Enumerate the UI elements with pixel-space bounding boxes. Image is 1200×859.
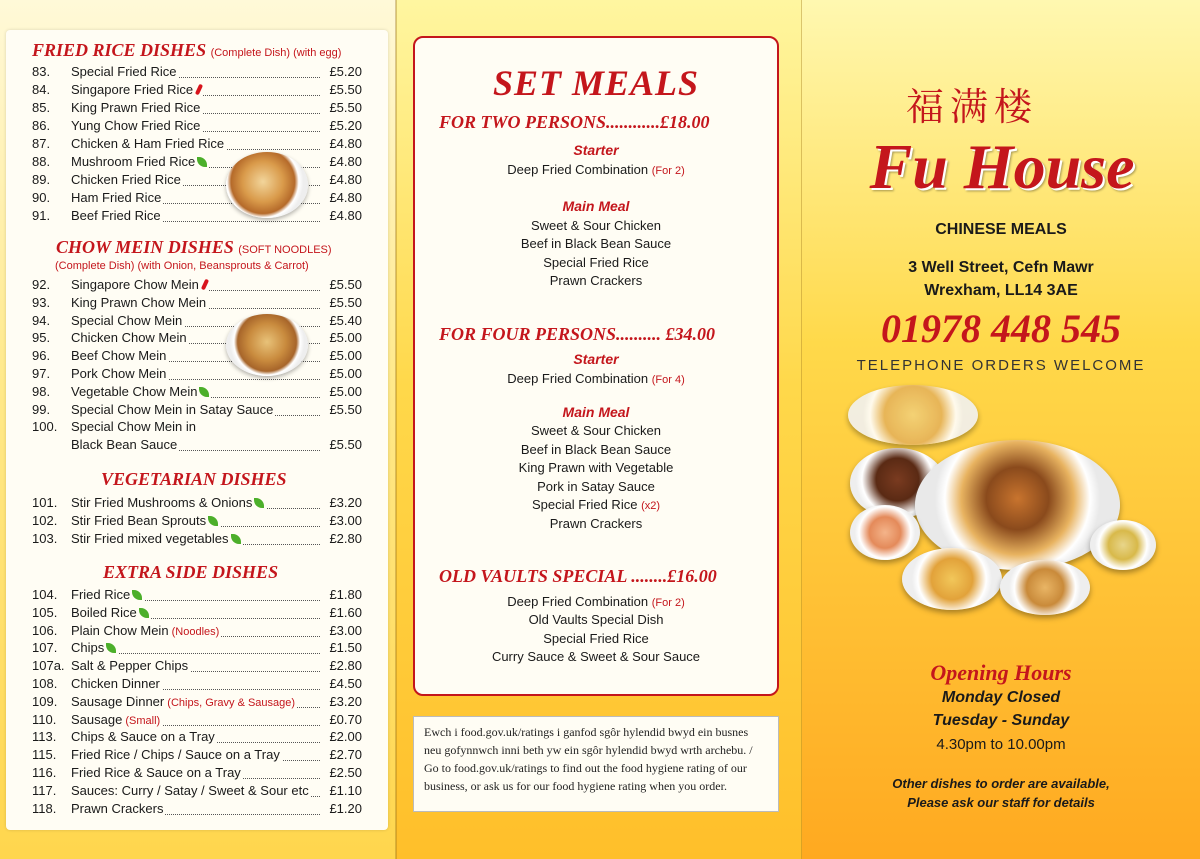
food-plate: [902, 548, 1002, 610]
fried-rice-note: (Complete Dish) (with egg): [210, 47, 342, 59]
menu-item-name: Fried Rice & Sauce on a Tray: [71, 765, 241, 780]
menu-item-price: £5.00: [329, 330, 362, 346]
menu-item-name: Special Fried Rice: [71, 64, 177, 79]
menu-item-price: £4.80: [329, 154, 362, 169]
menu-item-number: 89.: [32, 172, 51, 187]
menu-item: [32, 82, 362, 100]
four-main-item: King Prawn with Vegetable: [518, 460, 674, 475]
menu-item: [32, 801, 362, 819]
chow-mein-photo: [226, 314, 308, 376]
menu-item-price: £1.50: [329, 640, 362, 656]
four-main-item: Pork in Satay Sauce: [537, 479, 655, 494]
menu-item-name: Chicken Dinner: [71, 676, 160, 691]
menu-item-price: £1.80: [329, 587, 362, 602]
vegetarian-leaf-icon: [106, 643, 116, 653]
menu-item-number: 91.: [32, 208, 51, 223]
menu-item-number: 85.: [32, 100, 51, 115]
menu-item-name: Sauces: Curry / Satay / Sweet & Sour etc: [71, 782, 309, 798]
vaults-item: Old Vaults Special Dish: [528, 612, 664, 627]
two-starter-line: Deep Fried Combination (For 2): [507, 162, 685, 177]
menu-item-number: 107a.: [32, 658, 65, 674]
menu-item-price: £5.50: [329, 437, 362, 453]
menu-item-name: Chips: [71, 640, 118, 655]
vaults-item: Special Fried Rice: [543, 631, 649, 646]
menu-item: [32, 384, 362, 402]
menu-item-number: 110.: [32, 711, 57, 727]
menu-item-name: Stir Fried Mushrooms & Onions: [71, 495, 266, 510]
menu-item-number: 116.: [32, 765, 57, 780]
menu-item-number: 102.: [32, 512, 58, 528]
menu-item: [32, 712, 362, 730]
menu-item-price: £5.00: [329, 383, 362, 399]
chow-mein-subtitle: (Complete Dish) (with Onion, Beansprouts & Carrot): [55, 260, 309, 272]
menu-item-number: 93.: [32, 294, 51, 310]
menu-item-name: Ham Fried Rice: [71, 190, 162, 205]
other-dishes-note: Other dishes to order are available,: [892, 776, 1110, 791]
menu-item-price: £2.00: [329, 729, 362, 745]
fold-line: [395, 0, 397, 859]
menu-item-name: Vegetable Chow Mein: [71, 384, 211, 399]
menu-item-price: £2.80: [329, 658, 362, 674]
menu-item-name: Salt & Pepper Chips: [71, 658, 189, 674]
menu-item-number: 113.: [32, 729, 57, 745]
menu-item-price: £4.80: [329, 136, 362, 151]
two-main-item: Beef in Black Bean Sauce: [520, 236, 672, 251]
vegetarian-leaf-icon: [199, 387, 209, 397]
chili-icon: [201, 279, 209, 291]
menu-item-name: Chicken Chow Mein: [71, 330, 187, 346]
menu-item: [32, 658, 362, 676]
vegetarian-leaf-icon: [197, 157, 207, 167]
vaults-note: (For 2): [651, 597, 685, 609]
phone-number: 01978 448 545: [881, 306, 1121, 351]
menu-item: [32, 605, 362, 623]
menu-item: [32, 623, 362, 641]
chinese-name: 福满楼: [906, 85, 1039, 129]
menu-item-price: £3.00: [329, 622, 362, 638]
menu-item: [32, 100, 362, 118]
food-plate: [1000, 560, 1090, 615]
other-dishes-note: Please ask our staff for details: [907, 795, 1095, 810]
menu-item-price: £2.80: [329, 530, 362, 546]
menu-item-number: 84.: [32, 82, 51, 97]
menu-item-price: £5.50: [329, 277, 362, 292]
menu-item-number: 97.: [32, 366, 51, 381]
menu-item-number: 106.: [32, 622, 58, 638]
menu-item: [32, 154, 362, 172]
vaults-item: Deep Fried Combination (For 2): [507, 594, 685, 609]
menu-item-name: Stir Fried Bean Sprouts: [71, 513, 220, 528]
menu-item: [32, 118, 362, 136]
two-starter-note: (For 2): [651, 165, 685, 177]
menu-item-price: £5.00: [329, 366, 362, 381]
menu-item-number: 83.: [32, 64, 51, 79]
hygiene-line: Go to food.gov.uk/ratings to find out the food hygiene rating of our: [424, 761, 747, 775]
menu-item-name: Yung Chow Fried Rice: [71, 118, 201, 133]
menu-item-price: £5.00: [329, 348, 362, 364]
menu-item: [32, 136, 362, 154]
menu-item-name: Fried Rice / Chips / Sauce on a Tray: [71, 747, 280, 763]
menu-item: [32, 190, 362, 208]
menu-item-price: £4.80: [329, 208, 362, 223]
menu-item-name: Chips & Sauce on a Tray: [71, 729, 215, 745]
four-main-item: Sweet & Sour Chicken: [530, 423, 662, 438]
four-main-item: Beef in Black Bean Sauce: [520, 442, 672, 457]
menu-item-name: Black Bean Sauce: [71, 437, 178, 453]
menu-item-name: Prawn Crackers: [71, 800, 164, 816]
menu-item-price: £2.70: [329, 747, 362, 763]
menu-item-name: Special Chow Mein in Satay Sauce: [71, 401, 274, 417]
four-starter-note: (For 4): [651, 374, 685, 386]
restaurant-logo: Fu House: [869, 131, 1135, 202]
menu-item-note: (Chips, Gravy & Sausage): [164, 696, 296, 709]
menu-item-price: £1.20: [329, 800, 362, 816]
four-starter-line: Deep Fried Combination (For 4): [507, 371, 685, 386]
address-line: Wrexham, LL14 3AE: [924, 282, 1078, 299]
menu-item-name: Beef Chow Mein: [71, 348, 167, 364]
menu-item-name: Special Chow Mein in: [71, 419, 197, 435]
menu-item-name: Sausage (Small): [71, 711, 161, 727]
menu-item-name: Beef Fried Rice: [71, 208, 161, 223]
menu-item-number: 101.: [32, 495, 58, 510]
food-plate: [850, 505, 920, 560]
menu-item: [32, 640, 362, 658]
tagline: CHINESE MEALS: [935, 221, 1067, 238]
menu-item: [32, 402, 362, 420]
two-persons-heading: FOR TWO PERSONS............£18.00: [439, 112, 710, 132]
menu-item-price: £5.50: [329, 82, 362, 97]
menu-item: [32, 531, 362, 549]
food-plate: [1090, 520, 1156, 570]
menu-item-price: £5.50: [329, 401, 362, 417]
menu-item-name: King Prawn Chow Mein: [71, 294, 207, 310]
fried-rice-photo: [226, 152, 308, 218]
vaults-item: Curry Sauce & Sweet & Sour Sauce: [491, 649, 701, 664]
chili-icon: [195, 84, 203, 96]
menu-item: [32, 419, 362, 437]
vegetarian-leaf-icon: [132, 590, 142, 600]
menu-item-price: £3.20: [329, 495, 362, 510]
menu-item: [32, 330, 362, 348]
vegetarian-leaf-icon: [208, 516, 218, 526]
menu-item-name: Special Chow Mein: [71, 312, 183, 328]
menu-item: [32, 495, 362, 513]
menu-item-name: Mushroom Fried Rice: [71, 154, 209, 169]
menu-item-name: Chicken & Ham Fried Rice: [71, 136, 225, 151]
menu-item-number: 107.: [32, 640, 58, 656]
four-main-item: Prawn Crackers: [549, 516, 643, 531]
two-main-label: Main Meal: [562, 198, 630, 214]
menu-item-price: £5.50: [329, 294, 362, 310]
hygiene-line: neu gofynnwch inni beth yw ein sgôr hylendid bwyd wrth archebu. /: [424, 743, 753, 757]
menu-item-name: Fried Rice: [71, 587, 144, 602]
menu-item-name: Chicken Fried Rice: [71, 172, 181, 187]
old-vaults-heading: OLD VAULTS SPECIAL ........£16.00: [439, 566, 717, 586]
menu-item: [32, 587, 362, 605]
food-plate: [848, 385, 978, 445]
menu-item-number: 86.: [32, 118, 51, 133]
set-meals-box: [413, 36, 779, 696]
menu-item-note: (Noodles): [168, 625, 220, 638]
hygiene-line: business, or ask us for our food hygiene rating when you order.: [424, 779, 727, 793]
menu-item: [32, 765, 362, 783]
hygiene-line: Ewch i food.gov.uk/ratings i ganfod sgôr hylendid bwyd ein busnes: [424, 725, 749, 739]
fried-rice-heading: FRIED RICE DISHES (Complete Dish) (with egg): [32, 40, 342, 60]
two-main-item: Prawn Crackers: [549, 273, 643, 288]
menu-item-price: £4.80: [329, 190, 362, 205]
menu-item-price: £1.10: [329, 782, 362, 798]
vegetarian-leaf-icon: [231, 534, 241, 544]
menu-item-price: £5.20: [329, 64, 362, 79]
menu-item-name: Singapore Chow Mein: [71, 277, 209, 292]
menu-item-name: Stir Fried mixed vegetables: [71, 531, 243, 546]
menu-item-name: Singapore Fried Rice: [71, 82, 203, 97]
menu-item-number: 104.: [32, 587, 58, 602]
menu-item-number: 115.: [32, 747, 57, 763]
four-main-label: Main Meal: [562, 404, 630, 420]
menu-item-price: £3.20: [329, 693, 362, 709]
two-main-item: Sweet & Sour Chicken: [530, 218, 662, 233]
hours-line: 4.30pm to 10.00pm: [936, 736, 1066, 753]
menu-item: [32, 694, 362, 712]
menu-item-number: 108.: [32, 676, 58, 691]
vegetarian-leaf-icon: [254, 498, 264, 508]
four-main-note: (x2): [641, 500, 661, 512]
menu-item-number: 94.: [32, 312, 51, 328]
menu-item: [32, 366, 362, 384]
four-starter-label: Starter: [573, 351, 619, 367]
menu-item-number: 88.: [32, 154, 51, 169]
menu-item: [32, 277, 362, 295]
menu-item-number: 95.: [32, 330, 51, 346]
four-main-item: Special Fried Rice (x2): [531, 497, 661, 512]
menu-item: [32, 313, 362, 331]
menu-item-price: £4.80: [329, 172, 362, 187]
extra-heading: EXTRA SIDE DISHES: [103, 562, 279, 582]
menu-item-number: 117.: [32, 782, 57, 798]
hours-line: Monday Closed: [941, 689, 1061, 706]
menu-item-number: 105.: [32, 604, 58, 620]
menu-item: [32, 348, 362, 366]
menu-item-price: £1.60: [329, 604, 362, 620]
hours-line: Tuesday - Sunday: [932, 712, 1070, 729]
two-main-item: Special Fried Rice: [543, 255, 649, 270]
menu-item-price: £5.50: [329, 100, 362, 115]
chow-mein-heading: CHOW MEIN DISHES (SOFT NOODLES): [56, 237, 332, 257]
phone-note: TELEPHONE ORDERS WELCOME: [856, 357, 1146, 374]
menu-item-number: 118.: [32, 800, 57, 816]
menu-item-number: 96.: [32, 348, 51, 364]
menu-item-number: 90.: [32, 190, 51, 205]
menu-item-price: £3.00: [329, 512, 362, 528]
vegetarian-heading: VEGETARIAN DISHES: [101, 469, 287, 489]
menu-item-name: Plain Chow Mein (Noodles): [71, 622, 220, 638]
menu-item: [32, 208, 362, 226]
menu-item: [32, 783, 362, 801]
chow-mein-note: (SOFT NOODLES): [238, 244, 332, 256]
menu-item-number: 98.: [32, 383, 51, 399]
hours-title: Opening Hours: [930, 660, 1072, 685]
vegetarian-leaf-icon: [139, 608, 149, 618]
menu-item-price: £5.20: [329, 118, 362, 133]
hygiene-notice: [413, 716, 779, 812]
menu-item: [32, 747, 362, 765]
menu-item-price: £2.50: [329, 765, 362, 780]
menu-item-name: Boiled Rice: [71, 605, 151, 620]
address-line: 3 Well Street, Cefn Mawr: [908, 259, 1094, 276]
menu-item-price: £5.40: [329, 312, 362, 328]
menu-item: [32, 295, 362, 313]
menu-item-note: (Small): [122, 714, 161, 727]
menu-item-name: Pork Chow Mein: [71, 366, 167, 381]
menu-item-number: 109.: [32, 693, 58, 709]
menu-item: [32, 676, 362, 694]
menu-item: [32, 513, 362, 531]
menu-item: [32, 437, 362, 455]
menu-item: [32, 64, 362, 82]
set-meals-title: SET MEALS: [492, 63, 700, 103]
menu-item-name: Sausage Dinner (Chips, Gravy & Sausage): [71, 693, 296, 709]
menu-item-name: King Prawn Fried Rice: [71, 100, 201, 115]
two-starter-label: Starter: [573, 142, 619, 158]
menu-item-number: 99.: [32, 401, 51, 417]
menu-item-number: 103.: [32, 530, 58, 546]
menu-item-number: 92.: [32, 277, 51, 292]
menu-item: [32, 172, 362, 190]
menu-item: [32, 729, 362, 747]
menu-item-price: £4.50: [329, 676, 362, 691]
four-persons-heading: FOR FOUR PERSONS.......... £34.00: [439, 324, 716, 344]
menu-item-number: 87.: [32, 136, 51, 151]
menu-item-price: £0.70: [329, 711, 362, 727]
menu-item-number: 100.: [32, 419, 58, 435]
